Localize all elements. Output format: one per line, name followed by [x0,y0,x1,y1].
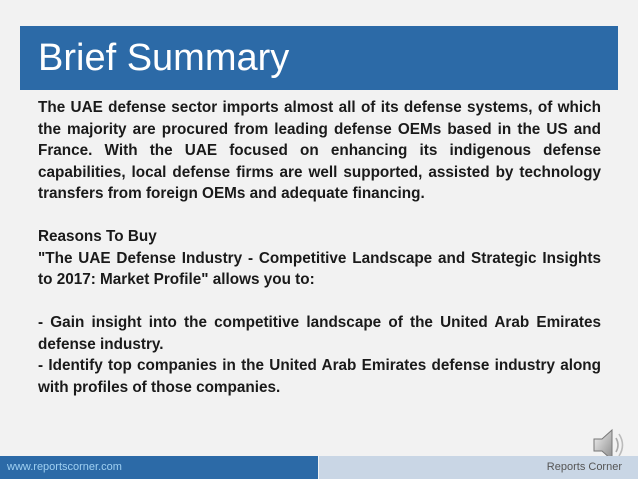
spacer [38,205,601,227]
slide-title: Brief Summary [38,37,290,79]
reasons-heading: Reasons To Buy [38,228,157,245]
footer-left-bar [0,456,318,479]
footer-url-link[interactable]: www.reportscorner.com [7,461,122,473]
footer-right-bar [319,456,638,479]
spacer [38,291,601,313]
bullet-item: - Gain insight into the competitive landscape of the United Arab Emirates defense industry. [38,314,601,353]
summary-paragraph: The UAE defense sector imports almost all of its defense systems, of which the majority are procured from leading defense OEMs based in the US and France. With the UAE focused on enhancing its indigenous defense capabilities, local defense firms are well supported, assisted by technology transfers from foreign OEMs and adequate financing. [38,99,601,202]
bullet-item: - Identify top companies in the United Arab Emirates defense industry along with profiles of those companies. [38,357,601,396]
footer [0,456,638,479]
title-bar [20,26,618,90]
slide-body [38,97,601,398]
reasons-intro: "The UAE Defense Industry - Competitive Landscape and Strategic Insights to 2017: Market Profile" allows you to: [38,249,601,288]
footer-brand: Reports Corner [546,461,622,473]
